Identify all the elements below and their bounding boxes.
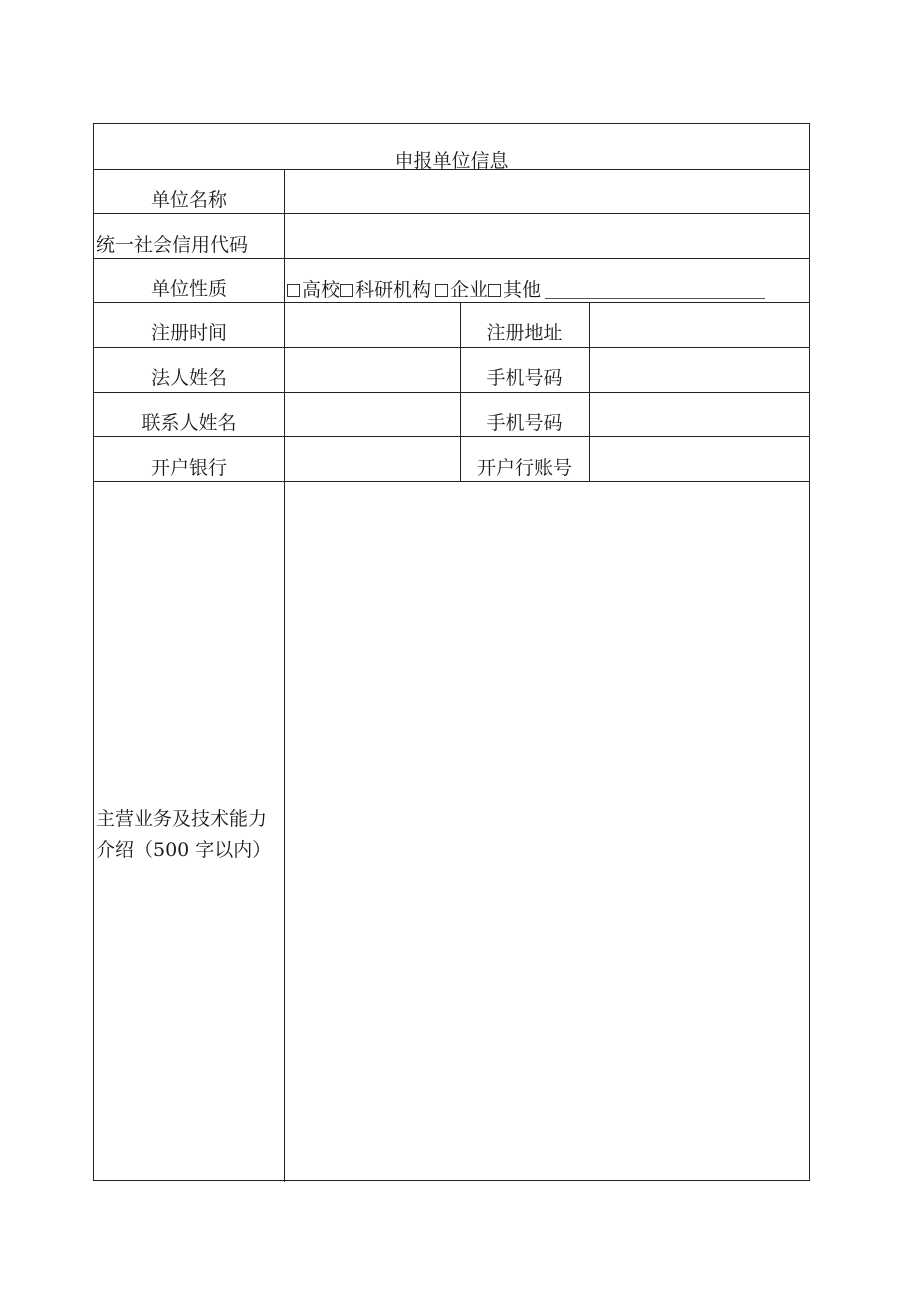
reg-time-field[interactable]	[285, 303, 459, 347]
bank-account-label: 开户行账号	[476, 457, 572, 479]
business-intro-field[interactable]	[285, 482, 809, 1180]
credit-code-label: 统一社会信用代码	[96, 234, 249, 256]
reg-time-label: 注册时间	[150, 322, 227, 344]
unit-nature-label: 单位性质	[150, 278, 227, 300]
bank-account-field[interactable]	[590, 437, 809, 481]
unit-name-field[interactable]	[285, 170, 809, 213]
bank-field[interactable]	[285, 437, 459, 481]
bank-label: 开户银行	[150, 457, 227, 479]
application-unit-info-table	[93, 123, 810, 1181]
table-title: 申报单位信息	[394, 150, 509, 172]
unit-nature-options	[287, 280, 765, 300]
legal-phone-field[interactable]	[590, 348, 809, 392]
checkbox-icon[interactable]	[435, 284, 448, 297]
contact-phone-label: 手机号码	[486, 412, 563, 434]
option-research-institute[interactable]: 科研机构	[340, 281, 431, 300]
legal-name-field[interactable]	[285, 348, 459, 392]
checkbox-icon[interactable]	[488, 284, 501, 297]
business-intro-label: 主营业务及技术能力介绍（500 字以内）	[96, 808, 272, 861]
option-enterprise[interactable]: 企业	[431, 281, 488, 300]
contact-name-field[interactable]	[285, 393, 459, 436]
option-other[interactable]: 其他	[488, 281, 541, 300]
checkbox-icon[interactable]	[340, 284, 353, 297]
credit-code-field[interactable]	[285, 214, 809, 258]
option-university[interactable]: 高校	[287, 281, 340, 300]
other-fill-in-blank[interactable]	[545, 280, 765, 299]
reg-address-field[interactable]	[590, 303, 809, 347]
checkbox-icon[interactable]	[287, 284, 300, 297]
legal-phone-label: 手机号码	[486, 367, 563, 389]
contact-name-label: 联系人姓名	[141, 412, 237, 434]
contact-phone-field[interactable]	[590, 393, 809, 436]
unit-name-label: 单位名称	[150, 189, 227, 211]
row-divider	[94, 258, 809, 259]
reg-address-label: 注册地址	[486, 322, 563, 344]
legal-name-label: 法人姓名	[150, 367, 227, 389]
